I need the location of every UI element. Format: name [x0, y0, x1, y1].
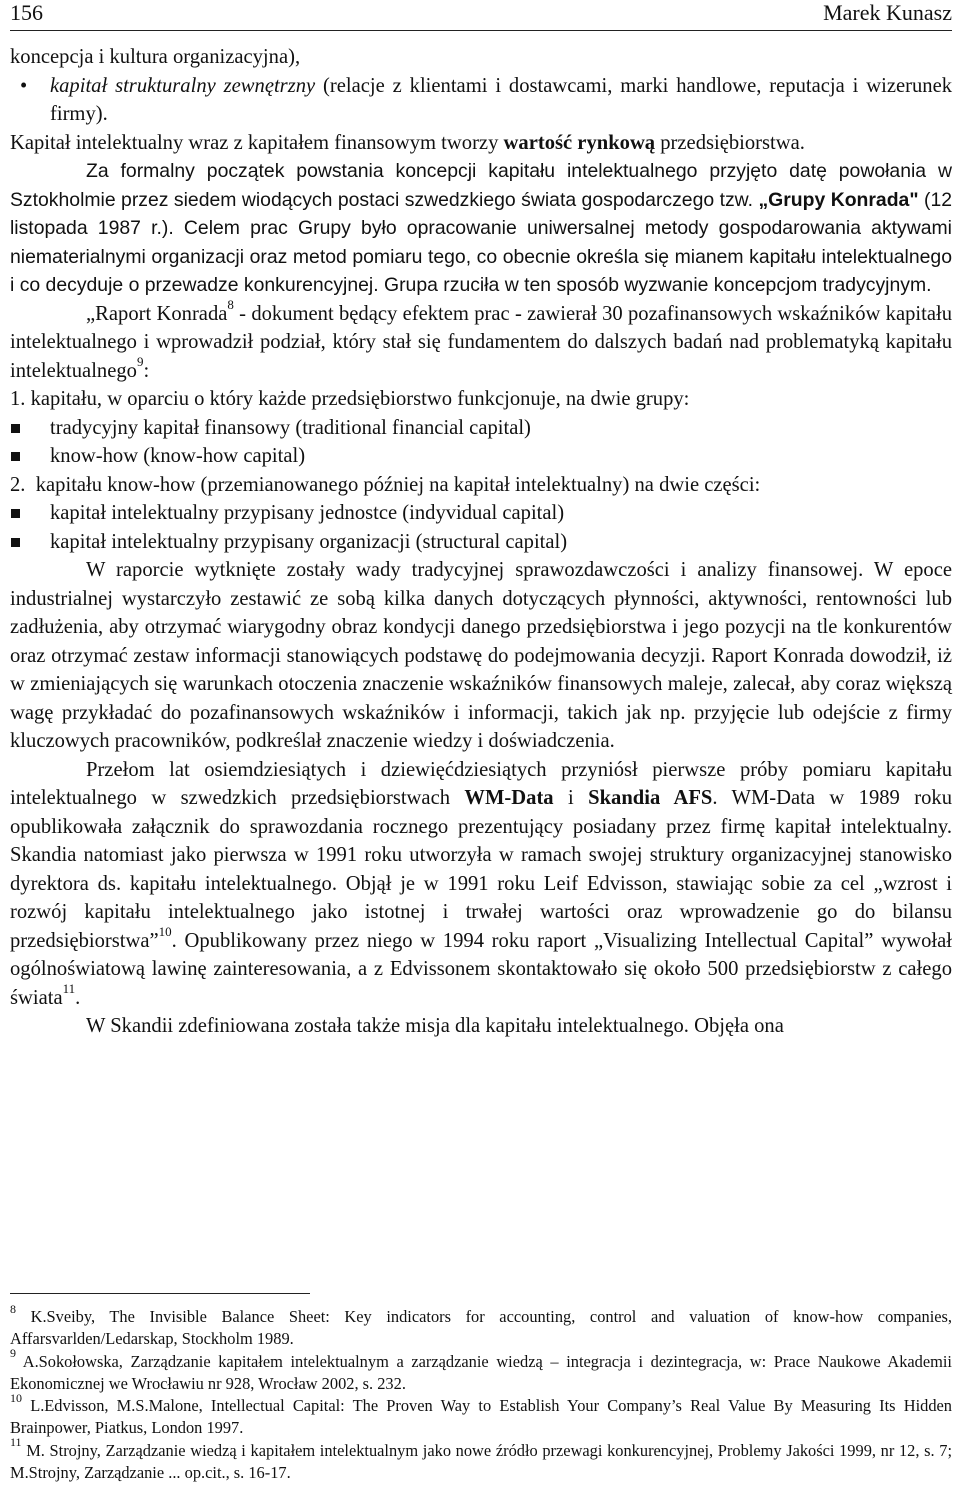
footnote-ref: 10: [158, 923, 172, 939]
footnote-ref: 11: [62, 980, 76, 996]
footnote-ref: 8: [227, 296, 234, 312]
footnote-number: 10: [10, 1390, 22, 1405]
body-text: [10, 43, 952, 1041]
square-bullet-icon: [11, 424, 20, 433]
paragraph: Przełom lat osiemdziesiątych i dziewięćdziesiątych przyniósł pierwsze próby pomiaru kapitału intelektualnego w szwedzkich przedsiębiorstwach WM-Data i Skandia AFS. WM-Data w 1989 roku opublikowała załącznik do sprawozdania rocznego prezentujący posiadany przez firmę kapitał intelektualny. Skandia natomiast jako pierwsza w 1991 roku utworzyła w ramach swojej struktury organizacyjnej stanowisko dyrektora ds. kapitału intelektualnego. Objął je w 1991 roku Leif Edvisson, stawiając sobie za cel „wzrost i rozwój kapitału intelektualnego jako istotnej i trwałej wartości oraz wprowadzenie go do bilansu przedsiębiorstwa”$^{10}$. Opublikowany przez niego w 1994 roku raport „Visualizing Intellectual Capital” wywołał ogólnoświatową lawinę zainteresowania, a z Edvissonem skontaktowało się około 500 przedsiębiorstw z całego świata$^{11}$.: [10, 758, 952, 1009]
square-bullet-icon: [11, 452, 20, 461]
bold-term: „Grupy Konrada": [758, 188, 919, 211]
paragraph: W Skandii zdefiniowana została także misja dla kapitału intelektualnego. Objęła ona: [86, 1015, 784, 1037]
paragraph: „Raport Konrada$^8$ - dokument będący efektem prac - zawierał 30 pozafinansowych wskaźników kapitału intelektualnego i wprowadził podział, który stał się fundamentem do dalszych badań nad problematyką kapitału intelektualnego$^9$:: [10, 296, 952, 382]
page-header: [10, 0, 952, 32]
list-item: kapitał intelektualny przypisany organizacji (structural capital): [10, 528, 952, 557]
footnote: $^8$ K.Sveiby, The Invisible Balance Sheet: Key indicators for accounting, control and valuation of know-how companies, Affarsvarlden/Ledarskap, Stockholm 1989.: [10, 1301, 952, 1349]
square-bullet-icon: [11, 538, 20, 547]
page-number: 156: [10, 0, 43, 25]
list-item: kapitał intelektualny przypisany jednostce (indyvidual capital): [10, 499, 952, 528]
footnote: $^9$ A.Sokołowska, Zarządzanie kapitałem intelektualnym a zarządzanie wiedzą – integracja i dezintegracja, w: Prace Naukowe Akademii Ekonomicznej we Wrocławiu nr 928, Wrocław 2002, s. 232.: [10, 1346, 952, 1393]
paragraph: Kapitał intelektualny wraz z kapitałem finansowym tworzy wartość rynkową przedsiębiorstwa.: [10, 131, 805, 154]
footnote-number: 8: [10, 1301, 16, 1316]
paragraph: Za formalny początek powstania koncepcji kapitału intelektualnego przyjęto datę powołania w Sztokholmie przez siedem wiodących postaci szwedzkiego świata gospodarczego tzw. „Grupy Konrada" (12 listopada 1987 r.). Celem prac Grupy było opracowanie uniwersalnej metody gospodarowania aktywami niematerialnymi organizacji oraz metod pomiaru tego, co obecnie określa się mianem kapitału intelektualnego i co decyduje o przewadze konkurencyjnej. Grupa rzuciła w ten sposób wyzwanie koncepcjom tradycyjnym.: [10, 160, 953, 296]
numbered-item: 1. kapitału, w oparciu o który każde przedsiębiorstwo funkcjonuje, na dwie grupy:: [10, 388, 690, 410]
list-item: know-how (know-how capital): [10, 442, 952, 471]
header-rule: [10, 30, 952, 31]
footnote-number: 11: [10, 1435, 22, 1450]
numbered-item: 2. kapitału know-how (przemianowanego później na kapitał intelektualny) na dwie części:: [10, 473, 761, 496]
bold-term: wartość rynkową: [503, 131, 656, 154]
paragraph-continuation: koncepcja i kultura organizacyjna),: [10, 46, 301, 68]
bullet-item: • kapitał strukturalny zewnętrzny (relacje z klientami i dostawcami, marki handlowe, reputacja i wizerunek firmy).: [10, 72, 952, 129]
list-item: tradycyjny kapitał finansowy (traditional financial capital): [10, 414, 952, 443]
footnote: $^{10}$ L.Edvisson, M.S.Malone, Intellectual Capital: The Proven Way to Establish Your Company’s Real Value By Measuring Its Hidden Brainpower, Piatkus, London 1997.: [10, 1390, 952, 1438]
running-head-author: Marek Kunasz: [823, 0, 952, 25]
footnote-ref: 9: [136, 353, 144, 369]
bold-term: Skandia AFS: [588, 787, 713, 809]
footnote-number: 9: [10, 1346, 16, 1361]
footnote: $^{11}$ M. Strojny, Zarządzanie wiedzą i kapitałem intelektualnym jako nowe źródło przewagi konkurencyjnej, Problemy Jakości 1999, nr 12, s. 7; M.Strojny, Zarządzanie ... op.cit., s. 16-17.: [10, 1435, 952, 1483]
square-bullet-icon: [11, 509, 20, 518]
footnote-rule: [10, 1293, 310, 1294]
footnotes: [10, 1301, 952, 1484]
paragraph: W raporcie wytknięte zostały wady tradycyjnej sprawozdawczości i analizy finansowej. W epoce industrialnej wystarczyło zestawić ze sobą kilka danych dotyczących płynności, aktywności, rentowności lub zadłużenia, aby otrzymać wiarygodny obraz kondycji danego przedsiębiorstwa i jego pozycji na tle konkurentów oraz otrzymać zestaw informacji stanowiących podstawę do podejmowania decyzji. Raport Konrada dowodził, iż w zmieniających się warunkach otoczenia znaczenie wskaźników finansowych maleje, zalecał, aby coraz większą wagę przykładać do pozafinansowych wskaźników i informacji, takich jak np. przyjęcie lub odejście z firmy kluczowych pracowników, podkreślał znaczenie wiedzy i doświadczenia.: [10, 559, 952, 752]
italic-term: kapitał strukturalny zewnętrzny: [50, 74, 316, 97]
bold-term: WM-Data: [464, 787, 554, 809]
